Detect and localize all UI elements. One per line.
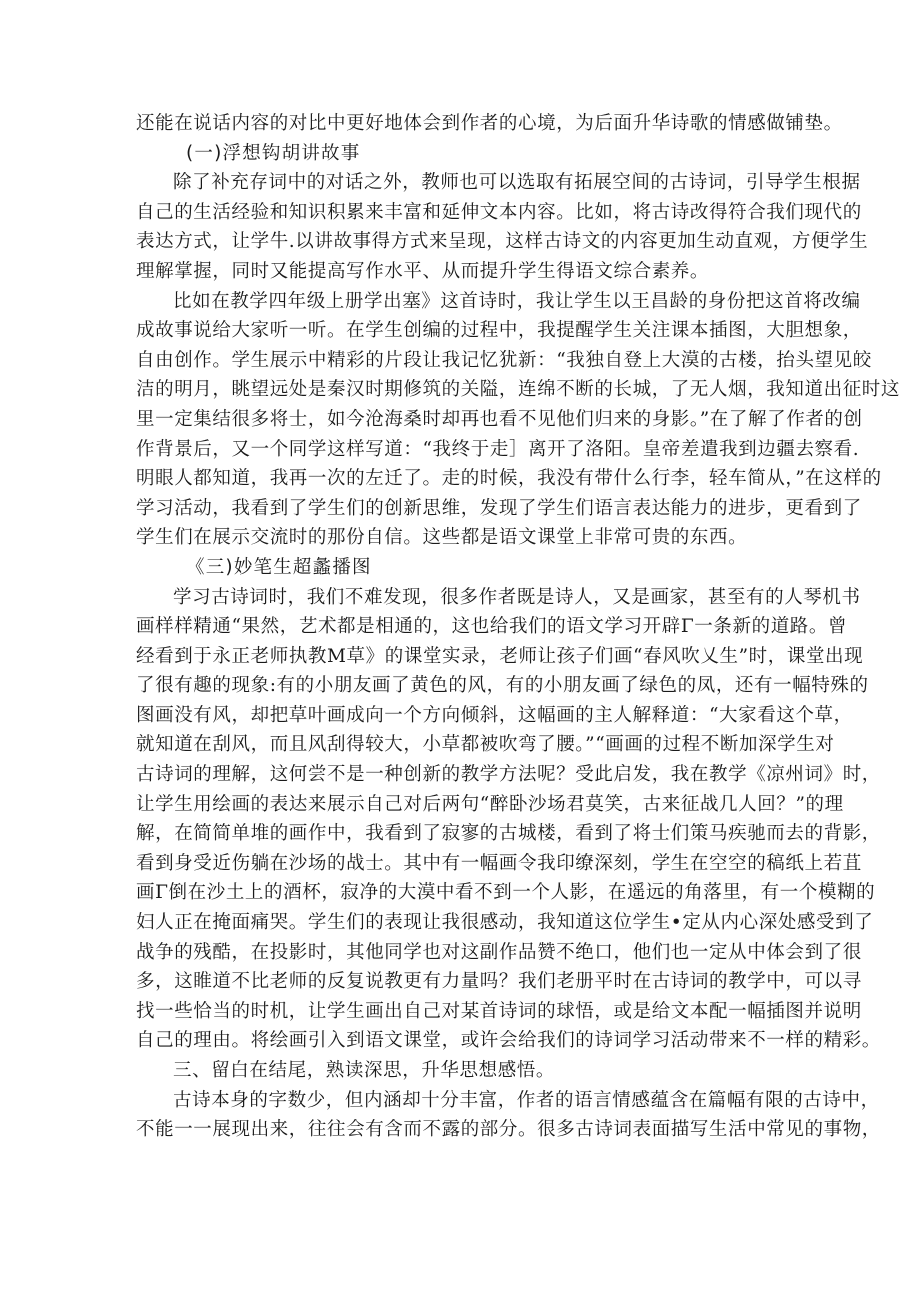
paragraph-continuation-line: 还能在说话内容的对比中更好地体会到作者的心境，为后面升华诗歌的情感做铺垫。 <box>136 113 843 134</box>
section-heading-blank-ending: 三、留白在结尾，熟读深思，升华思想感悟。 <box>173 1060 556 1081</box>
text-line: 经看到于永正老师执教M草》的课堂实录，老师让孩子们画“春风吹乂生”时，课堂出现 <box>136 645 864 667</box>
text-line: 看到身受近伤躺在沙场的战士。其中有一幅画令我印缭深刻，学生在空空的稿纸上若苴 <box>136 852 862 874</box>
text-line: 多，这睢道不比老师的反复说教更有力量吗？我们老册平时在古诗词的教学中，可以寻 <box>136 971 862 993</box>
text-line: 里一定集结很多将士，如今沧海桑时却再也看不见他们归来的身影。”在了解了作者的创 <box>136 408 863 430</box>
text-line: 自由创作。学生展示中精彩的片段让我记忆犹新：“我独自登上大漠的古楼，抬头望见皎 <box>136 349 872 371</box>
text-line: 明眼人都知道，我再一次的左迁了。走的时候，我没有带什么行李，轻车简从，”在这样的 <box>136 468 882 490</box>
text-line: 自己的生活经验和知识积累来丰富和延伸文本内容。比如，将古诗改得符合我们现代的 <box>136 201 862 223</box>
paragraph-supplement-dialogue <box>136 168 869 286</box>
text-line: 学生们在展示交流时的那份自信。这些都是语文课堂上非常可贵的东西。 <box>136 527 748 549</box>
text-line: 古诗词的理解，这何尝不是一种创新的教学方法呢？受此启发，我在教学《凉州词》时， <box>136 764 881 786</box>
text-line: 解，在简简单堆的画作中，我看到了寂寥的古城楼，看到了将士们策马疾驰而去的背影， <box>136 823 881 845</box>
text-line: 除了补充存词中的对话之外，教师也可以选取有拓展空间的古诗词，引导学生根据 <box>173 172 861 194</box>
text-line: 画Γ倒在沙土上的酒杯，寂净的大漠中看不到一个人影，在遥远的角落里，有一个模糊的 <box>136 882 876 904</box>
text-line: 妇人正在掩面痛哭。学生们的表现让我很感动，我知道这位学生•定从内心深处感受到了 <box>136 912 874 934</box>
text-line: 画样样精通“果然，艺术都是相通的，这也给我们的语文学习开辟Γ一条新的道路。曾 <box>136 616 848 638</box>
subsection-heading-storytelling: (一)浮想钩胡讲故事 <box>186 142 361 164</box>
text-line: 图画没有风，却把草叶画成向一个方向倾斜，这幅画的主人解释道：“大家看这个草， <box>136 704 853 726</box>
text-line: 成故事说给大家听一听。在学生创编的过程中，我提醒学生关注课本插图，大胆想象， <box>136 320 862 342</box>
text-line: 比如在教学四年级上册学出塞》这首诗时，我让学生以王昌龄的身份把这首将改编 <box>173 290 861 312</box>
text-line: 就知道在刮风，而且风刮得较大，小草都被吹弯了腰。”“画画的过程不断加深学生对 <box>136 734 835 756</box>
paragraph-painting-poetry <box>136 583 881 1057</box>
text-line: 不能一一展现出来，往往会有含而不露的部分。很多古诗词表面描写生活中常见的事物， <box>136 1119 881 1141</box>
text-line: 学习活动，我看到了学生们的创新思维，发现了学生们语言表达能力的进步，更看到了 <box>136 497 862 519</box>
subsection-heading-illustration: 《三)妙笔生超蠡播图 <box>186 556 372 578</box>
text-line: 作背景后，又一个同学这样写道：“我终于走］离开了洛阳。皇帝差遣我到边疆去察看. <box>136 438 860 460</box>
text-line: 找一些恰当的时机，让学生画出自己对某首诗词的球悟，或是给文本配一幅插图并说明 <box>136 1000 862 1022</box>
text-line: 让学生用绘画的表达来展示自己对后两句“醉卧沙场君莫笑，古来征战几人回？”的理 <box>136 793 844 815</box>
document-page <box>136 109 901 1145</box>
text-line: 洁的明月，眺望远处是秦汉时期修筑的关隘，连绵不断的长城，了无人烟，我知道出征时这 <box>136 379 901 401</box>
paragraph-ancient-poems <box>136 1086 881 1145</box>
text-line: 战争的残酷，在投影时，其他同学也对这副作品赞不绝口，他们也一定从中体会到了很 <box>136 941 862 963</box>
text-line: 了很有趣的现象:有的小朋友画了黄色的风，有的小朋友画了绿色的凤，还有一幅特殊的 <box>136 675 869 697</box>
text-line: 古诗本身的字数少，但内涵却十分丰富，作者的语言情感蕴含在篇幅有限的古诗中， <box>173 1089 880 1111</box>
text-line: 学习古诗词时，我们不难发现，很多作者既是诗人，又是画家，甚至有的人琴机书 <box>173 586 861 608</box>
text-line: 表达方式，让学牛.以讲故事得方式来呈现，这样古诗文的内容更加生动直观，方便学生 <box>136 231 869 253</box>
paragraph-chusai-example <box>136 287 901 553</box>
text-line: 自己的理由。将绘画引入到语文课堂，或许会给我们的诗词学习活动带来不一样的精彩。 <box>136 1030 881 1052</box>
text-line: 理解掌握，同时又能提高写作水平、从而提升学生得语文综合素养。 <box>136 260 710 282</box>
